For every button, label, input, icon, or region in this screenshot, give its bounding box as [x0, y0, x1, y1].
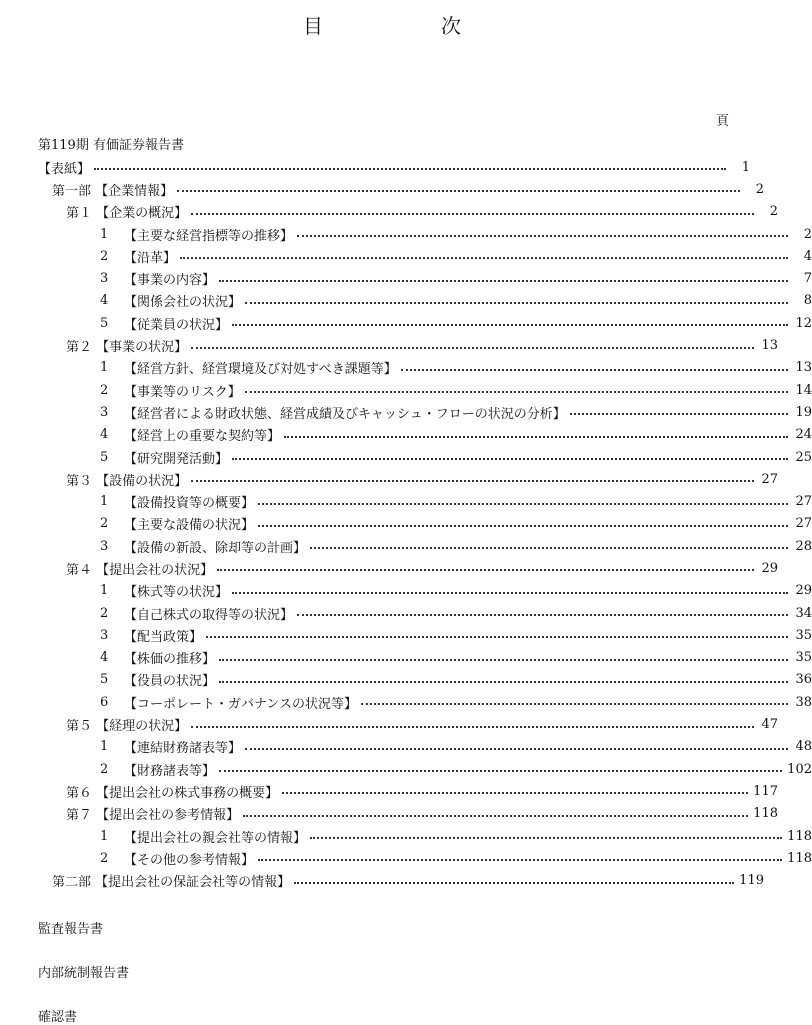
toc-footer-internal-control-report[interactable]: 内部統制報告書 [38, 966, 130, 981]
toc-entry-page-number: 102 [787, 761, 812, 777]
toc-entry-label: 【経営上の重要な契約等】 [124, 429, 281, 445]
dot-leader [310, 547, 788, 549]
toc-entry-page-number: 2 [755, 181, 764, 197]
toc-entry[interactable] [0, 178, 764, 200]
toc-entry-page-number: 27 [795, 516, 812, 532]
toc-entry-number: 1 [100, 360, 109, 376]
toc-entry[interactable] [0, 780, 778, 802]
dot-leader [258, 859, 782, 861]
toc-entry-label: 【連結財務諸表等】 [124, 741, 242, 757]
dot-leader [191, 480, 754, 482]
toc-entry-label: 【事業の内容】 [124, 273, 216, 289]
toc-entry[interactable] [0, 468, 778, 490]
toc-entry-page-number: 8 [803, 293, 812, 309]
toc-entry[interactable] [0, 647, 812, 669]
toc-entry-number: 1 [100, 583, 109, 599]
toc-entry-page-number: 117 [753, 783, 778, 799]
dot-leader [245, 302, 788, 304]
toc-entry-number: 2 [100, 516, 109, 532]
toc-entry-page-number: 2 [769, 204, 778, 220]
toc-entry[interactable] [0, 691, 812, 713]
toc-entry-page-number: 4 [803, 248, 812, 264]
toc-entry-number: 4 [100, 427, 109, 443]
dot-leader [206, 636, 788, 638]
toc-entry-number: 1 [100, 828, 109, 844]
toc-entry-number: 3 [100, 538, 109, 554]
dot-leader [284, 436, 788, 438]
toc-entry-page-number: 118 [753, 806, 778, 822]
document-title [0, 10, 764, 39]
toc-entry-page-number: 119 [739, 873, 764, 889]
dot-leader [243, 815, 748, 817]
table-of-contents [0, 156, 812, 892]
dot-leader [219, 681, 788, 683]
title-char-right: 次 [441, 14, 461, 38]
dot-leader [245, 748, 788, 750]
dot-leader [232, 592, 788, 594]
toc-entry[interactable] [0, 669, 812, 691]
toc-entry-label: 第一部 【企業情報】 [52, 183, 174, 199]
toc-entry-page-number: 47 [761, 717, 778, 733]
toc-entry[interactable] [0, 825, 812, 847]
dot-leader [401, 369, 788, 371]
toc-entry-label: 【株式等の状況】 [124, 585, 229, 601]
dot-leader [294, 882, 734, 884]
dot-leader [191, 726, 754, 728]
dot-leader [570, 413, 788, 415]
toc-entry[interactable] [0, 602, 812, 624]
toc-entry-label: 【表紙】 [38, 161, 91, 177]
toc-entry-page-number: 19 [795, 404, 812, 420]
toc-entry[interactable] [0, 267, 812, 289]
toc-entry-page-number: 118 [787, 828, 812, 844]
toc-entry-label: 【従業員の状況】 [124, 317, 229, 333]
toc-entry-page-number: 7 [803, 271, 812, 287]
toc-entry-number: 2 [100, 850, 109, 866]
toc-entry-page-number: 35 [795, 650, 812, 666]
toc-entry-number: 1 [100, 226, 109, 242]
dot-leader [297, 235, 788, 237]
toc-entry[interactable] [0, 580, 812, 602]
toc-entry[interactable] [0, 713, 778, 735]
toc-entry[interactable] [0, 624, 812, 646]
toc-footer-audit-report[interactable]: 監査報告書 [38, 922, 104, 937]
dot-leader [219, 280, 788, 282]
dot-leader [258, 525, 788, 527]
toc-entry-label: 【配当政策】 [124, 629, 203, 645]
dot-leader [219, 770, 782, 772]
toc-entry-page-number: 25 [795, 449, 812, 465]
toc-entry-page-number: 13 [795, 360, 812, 376]
toc-entry[interactable] [0, 290, 812, 312]
toc-entry-page-number: 29 [761, 560, 778, 576]
toc-entry-label: 【役員の状況】 [124, 674, 216, 690]
toc-entry[interactable] [0, 156, 750, 178]
toc-entry-label: 【事業等のリスク】 [124, 384, 241, 400]
toc-entry-number: 6 [100, 694, 109, 710]
dot-leader [219, 659, 788, 661]
toc-entry-page-number: 36 [795, 672, 812, 688]
dot-leader [282, 792, 748, 794]
dot-leader [232, 324, 788, 326]
dot-leader [297, 614, 788, 616]
toc-entry-label: 【その他の参考情報】 [124, 852, 255, 868]
toc-entry-label: 第５ 【経理の状況】 [66, 719, 188, 735]
toc-entry-label: 【コーポレート・ガバナンスの状況等】 [124, 696, 357, 712]
toc-entry-number: 3 [100, 404, 109, 420]
toc-entry-label: 【設備の新設、除却等の計画】 [124, 540, 307, 556]
toc-entry-label: 第二部 【提出会社の保証会社等の情報】 [52, 875, 291, 891]
dot-leader [191, 347, 754, 349]
dot-leader [258, 503, 788, 505]
page-column-label: 頁 [716, 114, 730, 129]
toc-entry-number: 5 [100, 449, 109, 465]
toc-entry[interactable] [0, 401, 812, 423]
toc-entry-label: 【設備投資等の概要】 [124, 496, 255, 512]
toc-entry-number: 2 [100, 248, 109, 264]
toc-entry[interactable] [0, 736, 812, 758]
toc-entry-page-number: 118 [787, 850, 812, 866]
title-char-left: 目 [303, 14, 323, 38]
toc-entry[interactable] [0, 870, 764, 892]
toc-entry-label: 第２ 【事業の状況】 [66, 340, 188, 356]
toc-entry-label: 【主要な設備の状況】 [124, 518, 255, 534]
toc-entry-page-number: 38 [795, 694, 812, 710]
toc-entry-number: 1 [100, 739, 109, 755]
toc-entry-label: 【提出会社の親会社等の情報】 [124, 830, 307, 846]
dot-leader [361, 703, 788, 705]
toc-entry-number: 5 [100, 315, 109, 331]
toc-entry-label: 第７ 【提出会社の参考情報】 [66, 808, 240, 824]
toc-entry-page-number: 1 [741, 159, 750, 175]
toc-entry-label: 【株価の推移】 [124, 652, 216, 668]
toc-entry-label: 【経営者による財政状態、経営成績及びキャッシュ・フローの状況の分析】 [124, 406, 566, 422]
toc-entry[interactable] [0, 379, 812, 401]
toc-entry-label: 第１ 【企業の概況】 [66, 206, 188, 222]
toc-entry-number: 2 [100, 761, 109, 777]
toc-entry-page-number: 34 [795, 605, 812, 621]
dot-leader [310, 837, 782, 839]
toc-entry-label: 【研究開発活動】 [124, 451, 229, 467]
dot-leader [177, 190, 740, 192]
dot-leader [191, 213, 754, 215]
toc-entry-number: 4 [100, 293, 109, 309]
toc-entry[interactable] [0, 446, 812, 468]
toc-entry-number: 1 [100, 494, 109, 510]
toc-entry-page-number: 12 [795, 315, 812, 331]
toc-entry-page-number: 28 [795, 538, 812, 554]
toc-entry-page-number: 13 [761, 338, 778, 354]
toc-entry[interactable] [0, 357, 812, 379]
toc-entry[interactable] [0, 245, 812, 267]
toc-entry-page-number: 27 [795, 494, 812, 510]
toc-entry-page-number: 35 [795, 627, 812, 643]
toc-entry[interactable] [0, 312, 812, 334]
toc-entry[interactable] [0, 334, 778, 356]
toc-entry-label: 第４ 【提出会社の状況】 [66, 562, 214, 578]
toc-entry[interactable] [0, 513, 812, 535]
toc-entry-number: 3 [100, 627, 109, 643]
toc-entry-page-number: 29 [795, 583, 812, 599]
dot-leader [217, 569, 754, 571]
toc-entry-label: 第６ 【提出会社の株式事務の概要】 [66, 785, 279, 801]
toc-entry[interactable] [0, 223, 812, 245]
toc-entry-page-number: 24 [795, 427, 812, 443]
toc-footer-confirmation[interactable]: 確認書 [38, 1010, 78, 1025]
toc-entry-number: 2 [100, 382, 109, 398]
toc-entry-page-number: 2 [803, 226, 812, 242]
toc-entry[interactable] [0, 535, 812, 557]
toc-entry[interactable] [0, 803, 778, 825]
toc-entry[interactable] [0, 557, 778, 579]
toc-entry-label: 【主要な経営指標等の推移】 [124, 228, 294, 244]
toc-entry[interactable] [0, 758, 812, 780]
report-title: 第119期 有価証券報告書 [38, 138, 184, 153]
toc-entry[interactable] [0, 490, 812, 512]
toc-entry-label: 【自己株式の取得等の状況】 [124, 607, 294, 623]
toc-entry-label: 【沿革】 [124, 250, 177, 266]
toc-entry-number: 4 [100, 650, 109, 666]
toc-entry-page-number: 27 [761, 471, 778, 487]
toc-entry[interactable] [0, 424, 812, 446]
toc-entry-label: 第３ 【設備の状況】 [66, 473, 188, 489]
toc-entry[interactable] [0, 847, 812, 869]
toc-entry-number: 2 [100, 605, 109, 621]
toc-entry-number: 3 [100, 271, 109, 287]
dot-leader [245, 391, 788, 393]
toc-entry-label: 【関係会社の状況】 [124, 295, 242, 311]
dot-leader [94, 168, 726, 170]
dot-leader [232, 458, 788, 460]
toc-entry-number: 5 [100, 672, 109, 688]
toc-entry-label: 【財務諸表等】 [124, 763, 216, 779]
dot-leader [180, 257, 788, 259]
toc-entry-page-number: 14 [795, 382, 812, 398]
toc-entry[interactable] [0, 201, 778, 223]
toc-entry-page-number: 48 [795, 739, 812, 755]
toc-entry-label: 【経営方針、経営環境及び対処すべき課題等】 [124, 362, 397, 378]
